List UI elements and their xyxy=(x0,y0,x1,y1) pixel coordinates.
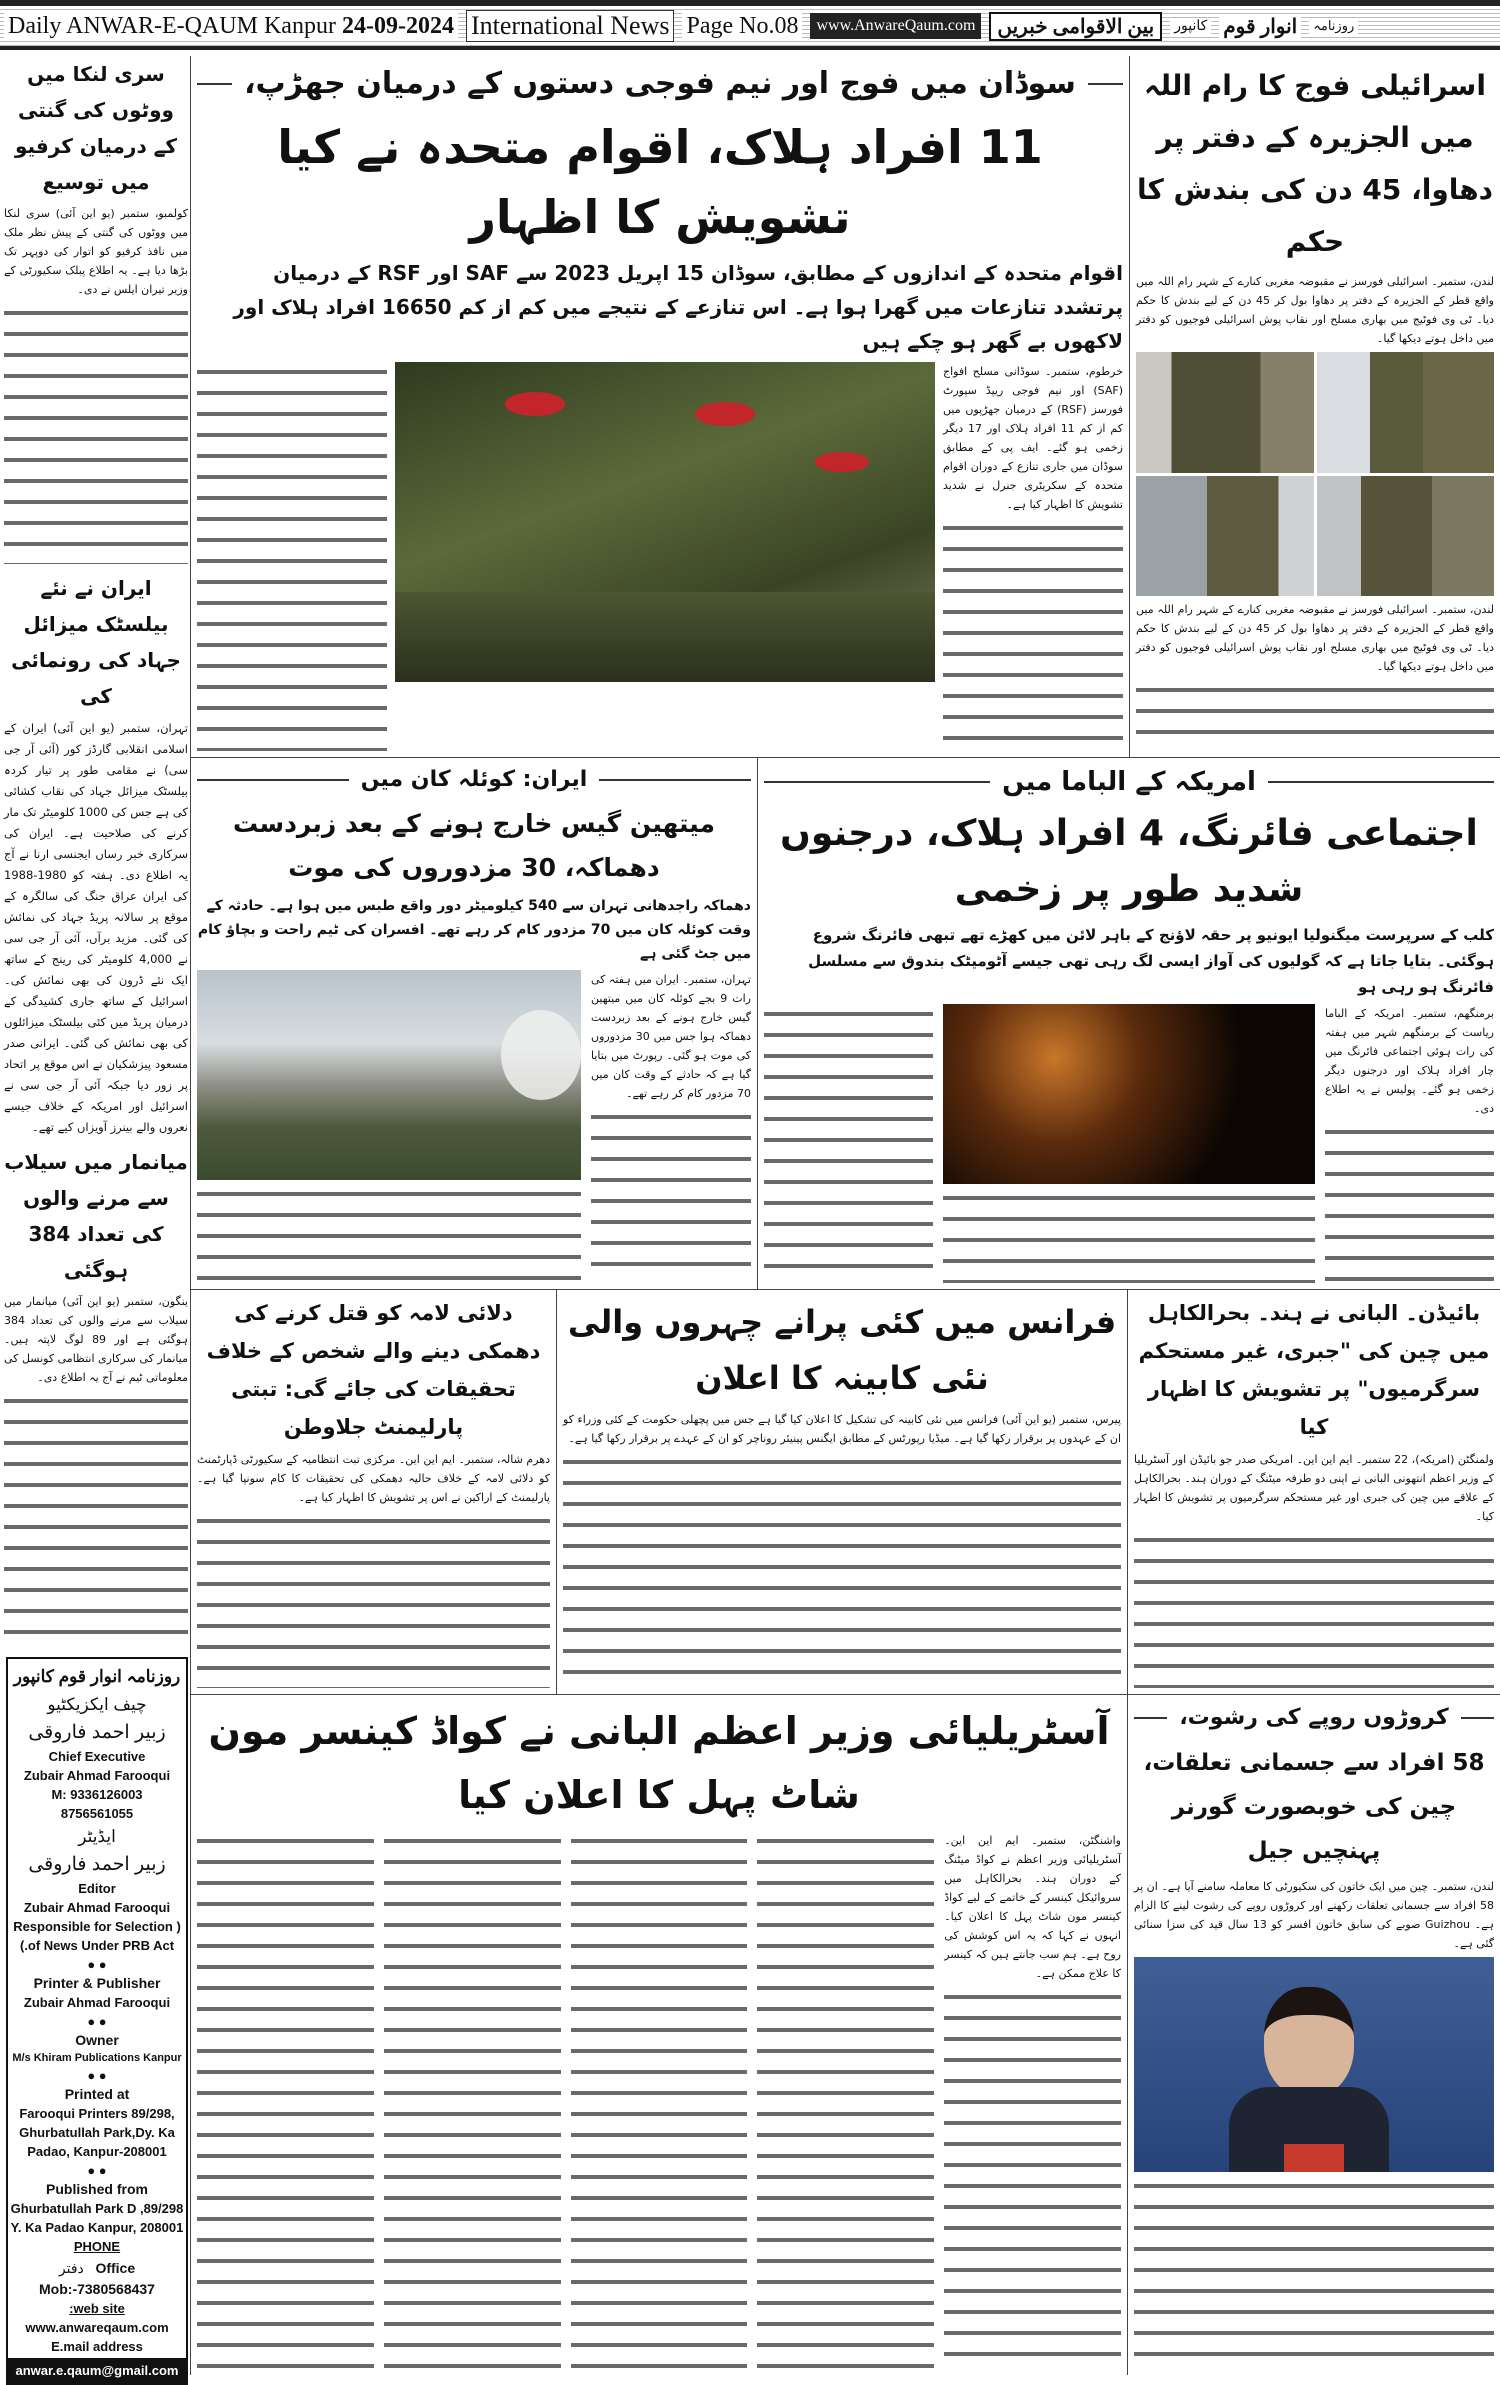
text-filler xyxy=(1325,1122,1494,1283)
headline: اجتماعی فائرنگ، 4 افراد ہلاک، درجنوں شدید طور پر زخمی xyxy=(780,813,1478,910)
text-filler xyxy=(1134,2176,1494,2369)
headline: میتھین گیس خارج ہونے کے بعد زبردست دھماکہ، 30 مزدوروں کی موت xyxy=(233,809,715,882)
headline: ایران نے نئے بیلسٹک میزائل جہاد کی رونمائی کی xyxy=(11,575,181,708)
text-filler xyxy=(1134,1530,1494,1688)
mobile-2: 8756561055 xyxy=(60,1806,134,1821)
editor-name-urdu: زبیر احمد فاروقی xyxy=(28,1854,166,1875)
text-filler xyxy=(944,1987,1121,2369)
text-filler xyxy=(4,303,188,564)
published-label: Published from xyxy=(46,2181,148,2197)
photo-sudan-soldiers xyxy=(395,362,935,682)
headline: فرانس میں کئی پرانے چہروں والی نئی کابینہ کا اعلان xyxy=(567,1303,1117,1397)
story-body: خرطوم، ستمبر۔ سوڈانی مسلح افواج (SAF) اور نیم فوجی ریپڈ سپورٹ فورسز (RSF) کے درمیان جھڑپوں میں کم از کم 11 افراد ہلاک اور 17 دیگر زخمی ہو گئے۔ ایف پی کے مطابق سوڈان میں جاری تنازع کے دوران اقوام متحدہ کے سکریٹری جنرل نے شدید تشویش کا اظہار کیا ہے۔ xyxy=(943,365,1123,511)
text-filler xyxy=(757,1831,934,2369)
story-body: لندن، ستمبر۔ چین میں ایک خاتون کی سکیورٹی کا معاملہ سامنے آیا ہے۔ ان پر 58 افراد سے جسمانی تعلقات رکھنے اور کروڑوں روپے کی رشوت لینے کا الزام ہے۔ Guizhou صوبے کی سابق خاتون افسر کو 13 سال قید کی سزا سنائی گئی ہے۔ xyxy=(1134,1880,1494,1950)
header-left-label: Daily ANWAR-E-QAUM Kanpur 24-09-2024 xyxy=(4,13,458,40)
text-filler xyxy=(197,1184,581,1283)
office-label: Office xyxy=(95,2260,136,2276)
story-biden-albanese xyxy=(1128,1290,1500,1694)
story-myanmar xyxy=(4,1144,188,1652)
phone-label: PHONE xyxy=(73,2239,121,2254)
story-body: ولمنگٹن (امریکہ)، 22 ستمبر۔ ایم این این۔ امریکی صدر جو بائیڈن اور آسٹریلیا کے وزیر اعظم انتھونی البانی نے اپنی دو طرفہ میٹنگ کے دوران ہند۔ بحرالکاہل کے علاقے میں چین کی جبری اور غیر مستحکم سرگرمیوں پر تشویش کا اظہار کیا۔ xyxy=(1134,1453,1494,1523)
story-body-cont: لندن، ستمبر۔ اسرائیلی فورسز نے مقبوضہ مغربی کنارے کے شہر رام اللہ میں واقع قطر کے الجزیرہ کے دفتر پر دھاوا بول کر 45 دن کے لیے بندش کا حکم دیا۔ ٹی وی فوٹیج میں بھاری مسلح اور نقاب پوش اسرائیلی فوجیوں کو دفتر میں داخل ہوتے دیکھا گیا۔ xyxy=(1136,603,1494,673)
published-address: 89/298, Ghurbatullah Park D Y. Ka Padao Kanpur, 208001 xyxy=(10,2201,184,2235)
headline: آسٹریلیائی وزیر اعظم البانی نے کواڈ کینسر مون شاٹ پہل کا اعلان کیا xyxy=(208,1709,1110,1817)
name-urdu: زبیر احمد فاروقی xyxy=(28,1722,166,1743)
owner-label: Owner xyxy=(75,2032,119,2048)
issue-date: 24-09-2024 xyxy=(341,12,454,39)
text-filler xyxy=(563,1452,1121,1688)
row-bottom xyxy=(191,1695,1500,2375)
bullet-separator: ● ● xyxy=(87,2068,107,2083)
printer-label: Printer & Publisher xyxy=(33,1975,161,1991)
imprint-masthead: روزنامہ انوار قوم کانپور xyxy=(13,1667,181,1686)
email-label: E.mail address xyxy=(51,2339,143,2354)
website-label: web site: xyxy=(69,2301,125,2316)
website-link[interactable]: www.anwareqaum.com xyxy=(25,2320,169,2335)
story-australia-cancer xyxy=(191,1695,1128,2375)
text-filler xyxy=(197,1831,374,2369)
editor-urdu: ایڈیٹر xyxy=(78,1827,116,1846)
story-srilanka xyxy=(4,56,188,564)
sudan-body-right xyxy=(943,362,1123,751)
bullet-separator: ● ● xyxy=(87,1957,107,1972)
main-area xyxy=(190,56,1500,2375)
story-sudan xyxy=(191,56,1130,757)
headline: دلائی لامہ کو قتل کرنے کی دھمکی دینے والے شخص کے خلاف تحقیقات کی جائے گی: تبتی پارلیمنٹ جلاوطن xyxy=(206,1301,541,1439)
text-filler xyxy=(571,1831,748,2369)
masthead-prefix: روزنامہ xyxy=(1309,18,1358,34)
newspaper-header xyxy=(0,0,1500,50)
text-filler xyxy=(197,362,387,751)
story-body: تہران، ستمبر۔ ایران میں ہفتہ کی رات 9 بجے کوئلہ کان میں میتھین گیس خارج ہونے کے بعد زبردست دھماکہ ہوا جس میں 30 مزدوروں کی موت ہو گئی۔ رپورٹ میں بتایا گیا ہے کہ حادثے کے وقت کان میں 70 مزدور کام کر رہے تھے۔ xyxy=(591,973,751,1100)
headline: 58 افراد سے جسمانی تعلقات، چین کی خوبصورت گورنر پہنچیں جیل xyxy=(1143,1750,1485,1864)
story-body: پیرس، ستمبر (یو این آئی) فرانس میں نئی کابینہ کی تشکیل کا اعلان کیا گیا ہے جس میں پچھلی حکومت کے کئی وزراء کو ان کے عہدوں پر برقرار رکھا گیا ہے۔ میڈیا رپورٹس کے مطابق ایگنس پینیئر روناچر کو ان کے عہدے پر برقرار رکھا گیا ہے۔ xyxy=(563,1413,1121,1445)
section-title-urdu: بین الاقوامی خبریں xyxy=(989,12,1162,41)
row-second xyxy=(191,758,1500,1290)
story-iran-coal-mine xyxy=(191,758,758,1289)
story-body: لندن، ستمبر۔ اسرائیلی فورسز نے مقبوضہ مغربی کنارے کے شہر رام اللہ میں واقع قطر کے الجزیرہ کے دفتر پر دھاوا بول کر 45 دن کے لیے بندش کا حکم دیا۔ ٹی وی فوٹیج میں بھاری مسلح اور نقاب پوش اسرائیلی فوجیوں کو دفتر میں داخل ہوتے دیکھا گیا۔ xyxy=(1136,275,1494,345)
chief-exec-name: Zubair Ahmad Farooqui xyxy=(23,1768,171,1783)
page-number: Page No.08 xyxy=(682,13,802,40)
sudan-photo-row xyxy=(197,362,1123,751)
imprint-box xyxy=(6,1657,188,2385)
chief-exec-label: Chief Executive xyxy=(48,1749,146,1764)
photo-israeli-soldiers xyxy=(1136,352,1494,596)
story-france-cabinet xyxy=(557,1290,1128,1694)
office-urdu: دفتر xyxy=(58,2260,84,2276)
text-filler xyxy=(943,1188,1315,1283)
story-body: ینگون، ستمبر (یو این آئی) میانمار میں سیلاب سے مرنے والوں کی تعداد 384 ہوگئی ہے اور 89 لوگ لاپتہ ہیں۔ میانمار کی سرکاری انتظامی کونسل کی معلوماتی ٹیم نے آج یہ اطلاع دی۔ xyxy=(4,1294,188,1384)
editor-label: Editor xyxy=(78,1881,116,1896)
owner-name: M/s Khiram Publications Kanpur xyxy=(12,2052,182,2064)
story-body: برمنگھم، ستمبر۔ امریکہ کے الباما ریاست کے برمنگھم شہر میں ہفتہ کی رات ہوئی اجتماعی فائرنگ میں چار افراد ہلاک اور درجنوں دیگر زخمی ہو گئے۔ پولیس نے یہ اطلاع دی۔ xyxy=(1324,1007,1494,1115)
story-body: تہران، ستمبر (یو این آئی) ایران کے اسلامی انقلابی گارڈز کور (آئی آر جی سی) نے مقامی طور پر تیار کردہ بیلسٹک میزائل جہاد کی نقاب کشائی کی ہے جس کی 1000 کلومیٹر تک مار کرنے کی صلاحیت ہے۔ ایران کی سرکاری خبر رساں ایجنسی ارنا نے آج یہ اطلاع دی۔ ہفتہ کو 1980-1988 کی ایران عراق جنگ کی سالگرہ کے موقع پر سالانہ پریڈ جہاد کی نمائش کی گئی۔ مزید برآں، آئی آر جی سی نے 4,000 کلومیٹر کی رینج کے ساتھ ایک نئے ڈرون کی بھی نمائش کی۔ اسرائیل کے ساتھ جاری کشیدگی کے درمیان پریڈ میں کئی بیلسٹک میزائلوں کی بھی نمائش کی گئی۔ ایرانی صدر مسعود پیزشکیان نے اس موقع پر اتحاد پر زور دیا جبکہ آئی آر جی سی نے اسرائیل اور امریکہ کے خلاف جیسے نعروں والے بینرز آویزاں کیے تھے۔ xyxy=(4,720,188,1134)
text-filler xyxy=(384,1831,561,2369)
headline: سری لنکا میں ووٹوں کی گنتی کے درمیان کرفیو میں توسیع xyxy=(14,62,178,194)
kicker: ایران: کوئلہ کان میں xyxy=(197,762,751,798)
website-link[interactable]: www.AnwareQaum.com xyxy=(810,13,981,39)
photo-chinese-official xyxy=(1134,1957,1494,2172)
headline: بائیڈن۔ البانی نے ہند۔ بحرالکاہل میں چین کی "جبری، غیر مستحکم سرگرمیوں" پر تشویش کا اظہار کیا xyxy=(1138,1301,1490,1439)
printed-label: Printed at xyxy=(64,2086,130,2102)
text-filler xyxy=(591,1107,751,1283)
text-filler xyxy=(197,1511,550,1688)
row-top xyxy=(191,56,1500,758)
text-filler xyxy=(1136,680,1494,751)
deck: کلب کے سرپرست میگنولیا ایونیو پر حقہ لاؤنج کے باہر لائن میں کھڑے تھے تبھی فائرنگ شروع ہوگئی۔ بتایا جاتا ہے کہ گولیوں کی آواز ایسی لگ رہی تھی جیسے آٹومیٹک بندوق سے مسلسل فائرنگ ہو رہی ہو xyxy=(808,926,1494,996)
text-filler xyxy=(764,1004,933,1283)
chief-exec-urdu: چیف ایکزیکٹیو xyxy=(47,1695,147,1714)
story-body: کولمبو، ستمبر (یو این آئی) سری لنکا میں ووٹوں کی گنتی کے پیش نظر ملک میں نافذ کرفیو کو اتوار کی دوپہر تک بڑھا دیا ہے۔ یہ اطلاع پبلک سکیورٹی کے وزیر تیران ایلس نے دی۔ xyxy=(4,207,188,296)
printer-name: Zubair Ahmad Farooqui xyxy=(23,1995,171,2010)
left-column xyxy=(4,56,188,2385)
mobile-1: M: 9336126003 xyxy=(51,1787,143,1802)
text-filler xyxy=(4,1391,188,1652)
city-urdu: کانپور xyxy=(1170,18,1211,35)
kicker: سوڈان میں فوج اور نیم فوجی دستوں کے درمیان جھڑپ، xyxy=(197,60,1123,108)
headline: 11 افراد ہلاک، اقوام متحدہ نے کیا تشویش کا اظہار xyxy=(277,120,1043,244)
email-link[interactable]: anwar.e.qaum@gmail.com xyxy=(8,2358,186,2383)
photo-smoke-mountains xyxy=(197,970,581,1180)
bullet-separator: ● ● xyxy=(87,2163,107,2178)
headline: میانمار میں سیلاب سے مرنے والوں کی تعداد 384 ہوگئی xyxy=(4,1149,188,1282)
section-title: International News xyxy=(466,10,675,42)
story-iran-missile xyxy=(4,570,188,1138)
text-filler xyxy=(943,518,1123,751)
kicker: امریکہ کے الباما میں xyxy=(764,762,1494,802)
story-alabama-shooting xyxy=(758,758,1500,1289)
printed-address: Farooqui Printers 89/298, Ghurbatullah Park,Dy. Ka Padao, Kanpur-208001 xyxy=(19,2106,175,2159)
responsible-note: ( Responsible for Selection of News Under PRB Act.) xyxy=(13,1919,181,1953)
story-body: دھرم شالہ، ستمبر۔ ایم این این۔ مرکزی تبت انتظامیہ کے سکیورٹی ڈپارٹمنٹ کو دلائی لامہ کے خلاف حالیہ دھمکی کی تحقیقات کا کام سونپا گیا ہے۔ پارلیمنٹ کے اراکین نے اس پر تشویش کا اظہار کیا ہے۔ xyxy=(197,1453,550,1504)
story-body: واشنگٹن، ستمبر۔ ایم این این۔ آسٹریلیائی وزیر اعظم نے کواڈ میٹنگ کے دوران ہند۔ بحرالکاہل میں سروائیکل کینسر کے خاتمے کے لیے کواڈ کینسر مون شاٹ پہل کا اعلان کیا۔ انہوں نے کہا کہ یہ اس کوشش کی روح ہے۔ ہم سب جانتے ہیں کہ کینسر کا علاج ممکن ہے۔ xyxy=(944,1834,1121,1980)
row-third xyxy=(191,1290,1500,1695)
deck: اقوام متحدہ کے اندازوں کے مطابق، سوڈان 15 اپریل 2023 سے SAF اور RSF کے درمیان پرتشدد تنازعات میں گھرا ہوا ہے۔ اس تنازعے کے نتیجے میں کم از کم 16650 افراد ہلاک اور لاکھوں بے گھر ہو چکے ہیں xyxy=(233,261,1123,353)
editor-name: Zubair Ahmad Farooqui xyxy=(23,1900,171,1915)
headline: اسرائیلی فوج کا رام اللہ میں الجزیرہ کے دفتر پر دھاوا، 45 دن کی بندش کا حکم xyxy=(1136,69,1494,258)
deck: دھماکہ راجدھانی تہران سے 540 کیلومیٹر دور واقع طبس میں ہوا ہے۔ حادثہ کے وقت کوئلہ کان میں 70 مزدور کام کر رہے تھے۔ افسران کی ٹیم راحت و بچاؤ کام میں جٹ گئی ہے xyxy=(197,898,751,962)
kicker: کروڑوں روپے کی رشوت، xyxy=(1134,1699,1494,1737)
office-mobile: Mob:-7380568437 xyxy=(39,2281,155,2297)
story-china-governor xyxy=(1128,1695,1500,2375)
masthead-logo: انوار قوم xyxy=(1219,14,1301,39)
story-dalai-lama xyxy=(191,1290,557,1694)
photo-handgun xyxy=(943,1004,1315,1184)
story-israel-aljazeera xyxy=(1130,56,1500,757)
bullet-separator: ● ● xyxy=(87,2014,107,2029)
